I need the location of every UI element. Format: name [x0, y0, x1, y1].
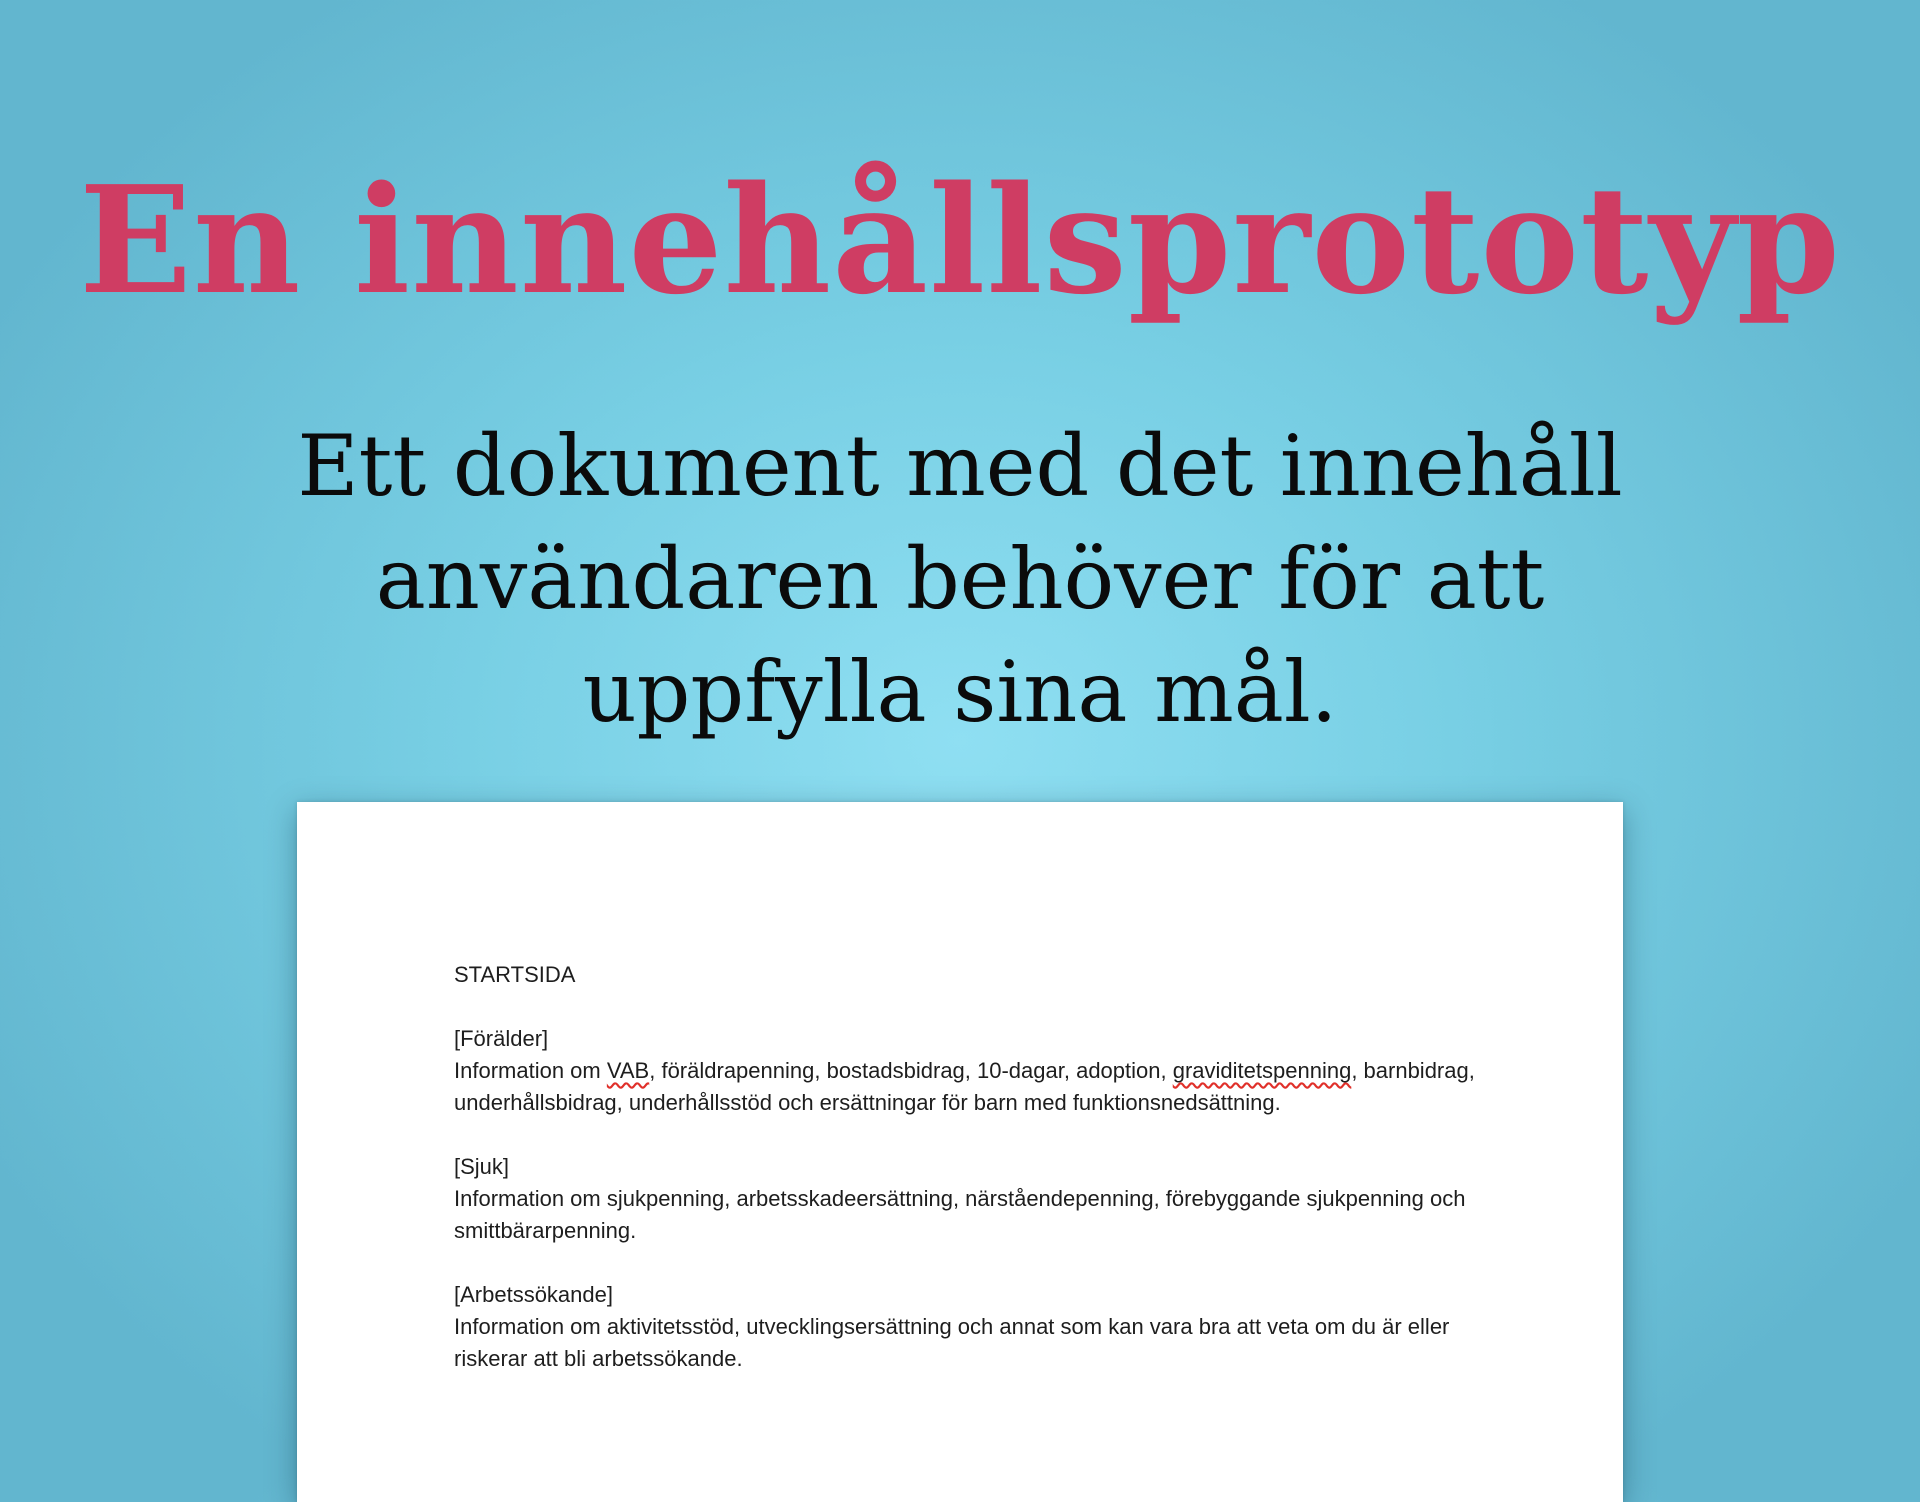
document-heading: STARTSIDA	[454, 962, 576, 987]
section-text: Information om aktivitetsstöd, utvecklingsersättning och annat som kan vara bra att veta om du är eller riskerar att bli arbetssökande.	[454, 1314, 1450, 1371]
slide-subtitle: Ett dokument med det innehåll användaren behöver för att uppfylla sina mål.	[297, 417, 1623, 741]
section-text: Information om sjukpenning, arbetsskadeersättning, närståendepenning, förebyggande sjukpenning och smittbärarpenning.	[454, 1186, 1466, 1243]
section-sjuk	[454, 1151, 1494, 1247]
section-foralder	[454, 1023, 1494, 1119]
document-content	[454, 959, 1494, 1407]
misspelled-word: VAB	[606, 1058, 650, 1083]
section-label: [Arbetssökande]	[454, 1282, 613, 1307]
document-page	[297, 802, 1623, 1502]
misspelled-word: graviditetspenning	[1172, 1058, 1352, 1083]
section-text-part: Information om	[454, 1058, 607, 1083]
section-label: [Sjuk]	[454, 1154, 510, 1179]
section-label: [Förälder]	[454, 1026, 549, 1051]
section-arbetssokande	[454, 1279, 1494, 1375]
slide-title: En innehållsprototyp	[79, 153, 1841, 327]
section-text-part: , föräldrapenning, bostadsbidrag, 10-dagar, adoption,	[649, 1058, 1173, 1083]
section-text	[454, 1055, 1494, 1119]
section-text-part: , barnbidrag, underhållsbidrag, underhållsstöd och ersättningar för barn med funktionsnedsättning.	[454, 1058, 1475, 1115]
